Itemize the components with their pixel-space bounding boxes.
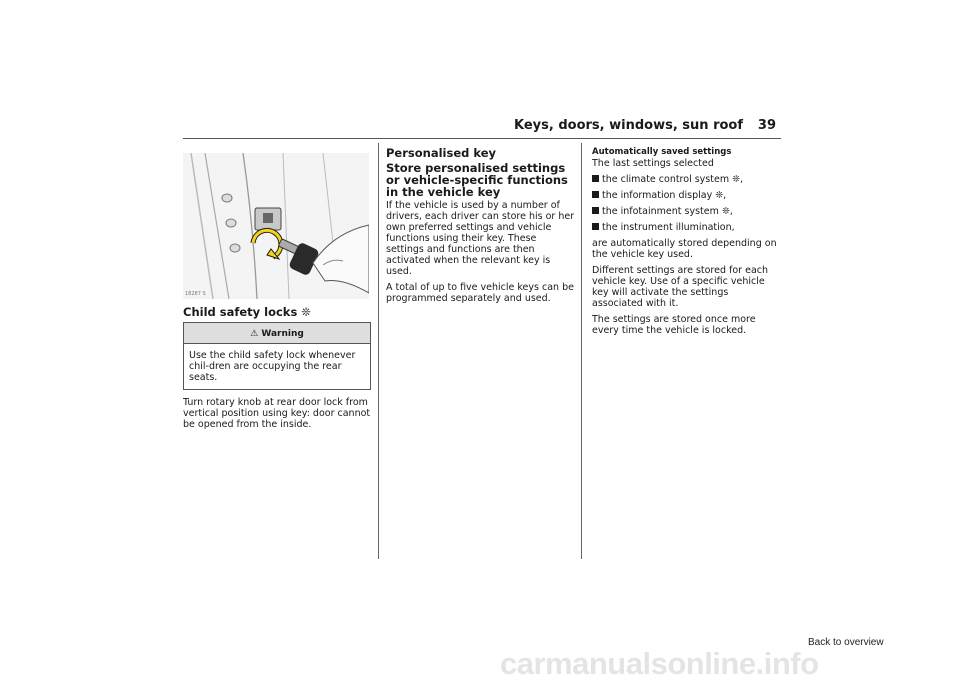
personalised-key-heading: Personalised key	[386, 146, 496, 160]
auto-saved-paragraph-3: The settings are stored once more every time the vehicle is locked.	[592, 314, 756, 336]
bullet-square-icon	[592, 175, 599, 182]
header-rule	[183, 138, 781, 139]
column-middle	[386, 146, 576, 309]
list-item: the information display ❊,	[592, 190, 782, 201]
back-to-overview-link[interactable]: Back to overview	[808, 637, 884, 648]
store-settings-heading: Store personalised settings or vehicle-specific functions in the vehicle key	[386, 161, 568, 199]
list-item: the instrument illumination,	[592, 222, 782, 233]
auto-saved-intro: The last settings selected	[592, 158, 714, 169]
child-lock-illustration	[183, 153, 369, 299]
page-number: 39	[757, 118, 776, 133]
child-safety-locks-heading: Child safety locks ❊	[183, 305, 311, 319]
list-item: the climate control system ❊,	[592, 174, 782, 185]
warning-box	[183, 322, 371, 390]
personalised-key-paragraph-1: If the vehicle is used by a number of drivers, each driver can store his or her own preferred settings and vehicle functions using their key. These settings and functions are then activated when the relevant key is used.	[386, 200, 575, 277]
personalised-key-paragraph-2: A total of up to five vehicle keys can be programmed separately and used.	[386, 282, 574, 304]
list-item: the infotainment system ❊,	[592, 206, 782, 217]
warning-title: ⚠ Warning	[184, 323, 370, 344]
bullet-square-icon	[592, 191, 599, 198]
saved-settings-list	[592, 174, 782, 233]
column-divider-left	[378, 143, 379, 559]
auto-saved-paragraph-2: Different settings are stored for each vehicle key. Use of a specific vehicle key will activate the settings associated with it.	[592, 265, 769, 309]
warning-text: Use the child safety lock whenever chil-dren are occupying the rear seats.	[189, 350, 356, 383]
page-header	[183, 118, 779, 140]
illustration-code: 18287 S	[185, 291, 206, 297]
section-title: Keys, doors, windows, sun roof	[514, 118, 743, 133]
watermark: carmanualsonline.info	[500, 646, 819, 681]
child-lock-instructions: Turn rotary knob at rear door lock from vertical position using key: door cannot be opened from the inside.	[183, 397, 371, 430]
door-lock-drawing	[183, 153, 369, 299]
auto-saved-heading: Automatically saved settings	[592, 147, 732, 157]
column-right	[592, 147, 782, 341]
bullet-square-icon	[592, 207, 599, 214]
column-left	[183, 305, 371, 435]
column-divider-right	[581, 143, 582, 559]
bullet-square-icon	[592, 223, 599, 230]
auto-saved-paragraph-1: are automatically stored depending on the vehicle key used.	[592, 238, 777, 260]
